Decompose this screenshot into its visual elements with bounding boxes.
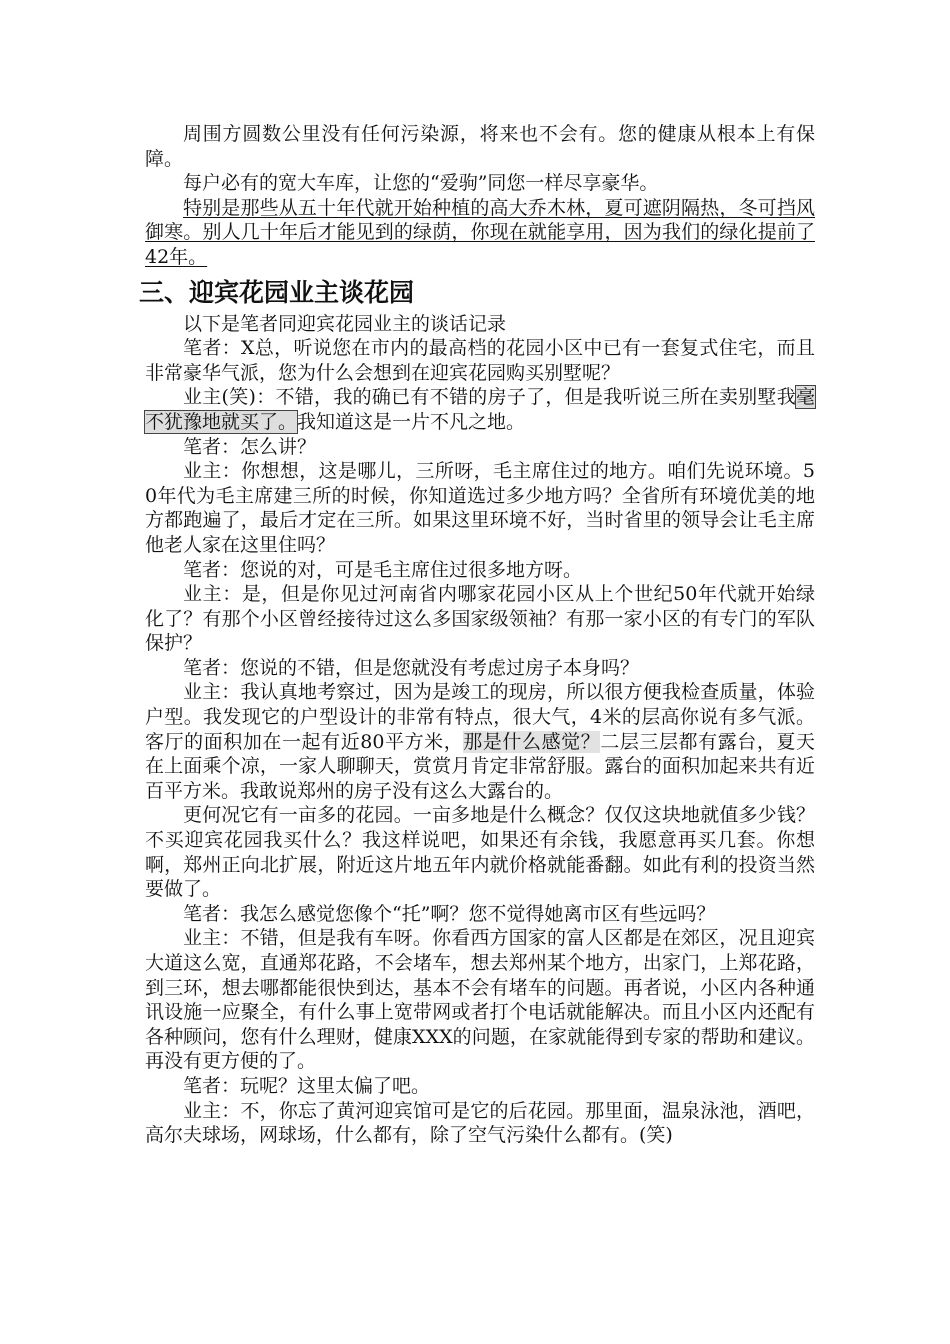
paragraph-greening [145,196,815,270]
document-page [139,122,815,1148]
dialogue-paragraph-11: 业主：不错，但是我有车呀。你看西方国家的富人区都是在郊区，况且迎宾大道这么宽，直通郑花路，不会堵车，想去郑州某个地方，出家门，上郑花路，到三环，想去哪都能很快到达，基本不会有堵车的问题。再者说，小区内各种通讯设施一应聚全，有什么事上宽带网或者打个电话就能解决。而且小区内还配有各种顾问，您有什么理财，健康XXX的问题，在家就能得到专家的帮助和建议。再没有更方便的了。 [145,927,815,1073]
dialogue-text: 我知道这是一片不凡之地。 [297,410,526,433]
dialogue-paragraph-3: 笔者：怎么讲？ [183,435,317,458]
underlined-text: 特别是那些从五十年代就开始种植的高大乔木林，夏可遮阴隔热，冬可挡风御寒。别人几十年后才能见到的绿荫，你现在就能享用，因为我们的绿化提前了42年。 [145,196,815,268]
paragraph-environment: 周围方圆数公里没有任何污染源，将来也不会有。您的健康从根本上有保障。 [145,123,815,170]
dialogue-paragraph-1: 笔者：X总，听说您在市内的最高档的花园小区中已有一套复式住宅，而且非常豪华气派，您为什么会想到在迎宾花园购买别墅呢？ [145,337,815,384]
dialogue-text: 业主：我认真地考察过，因为是竣工的现房，所以很方便我检查质量，体验户型。我发现它的户型设计的非常有特点，很大气，4米的层高你说有多气派。客厅的面积加在一起有近80平方米， [145,681,815,753]
dialogue-paragraph-5: 笔者：您说的对，可是毛主席住过很多地方呀。 [183,558,583,581]
highlighted-text-box: 毫不犹豫地就买了。 [145,386,815,433]
dialogue-paragraph-8 [145,680,815,803]
dialogue-text: 业主(笑)：不错，我的确已有不错的房子了，但是我听说三所在卖别墅我 [183,386,796,409]
dialogue-paragraph-13: 业主：不，你忘了黄河迎宾馆可是它的后花园。那里面，温泉泳池，酒吧，高尔夫球场，网球场，什么都有，除了空气污染什么都有。(笑) [145,1099,815,1147]
dialogue-text: 二层三层都有露台，夏天在上面乘个凉，一家人聊聊天，赏赏月肯定非常舒服。露台的面积加起来共有近百平方米。我敢说郑州的房子没有这么大露台的。 [145,730,815,802]
dialogue-paragraph-10: 笔者：我怎么感觉您像个“托”啊？您不觉得她离市区有些远吗？ [183,902,716,925]
dialogue-paragraph-6: 业主：是，但是你见过河南省内哪家花园小区从上个世纪50年代就开始绿化了？有那个小区曾经接待过这么多国家级领袖？有那一家小区的有专门的军队保护？ [145,583,815,655]
highlighted-text: 那是什么感觉？ [463,730,601,753]
dialogue-paragraph-12: 笔者：玩呢？这里太偏了吧。 [183,1074,431,1097]
dialogue-paragraph-7: 笔者：您说的不错，但是您就没有考虑过房子本身吗？ [183,656,640,679]
section-heading: 三、迎宾花园业主谈花园 [139,277,415,307]
paragraph-lead: 以下是笔者同迎宾花园业主的谈话记录 [183,312,507,335]
dialogue-paragraph-9: 更何况它有一亩多的花园。一亩多地是什么概念？仅仅这块地就值多少钱？不买迎宾花园我买什么？我这样说吧，如果还有余钱，我愿意再买几套。你想啊，郑州正向北扩展，附近这片地五年内就价格就能番翻。如此有利的投资当然要做了。 [145,804,815,901]
dialogue-paragraph-2 [145,385,815,434]
dialogue-paragraph-4: 业主：你想想，这是哪儿，三所呀，毛主席住过的地方。咱们先说环境。50年代为毛主席建三所的时候，你知道选过多少地方吗？全省所有环境优美的地方都跑遍了，最后才定在三所。如果这里环境不好，当时省里的领导会让毛主席他老人家在这里住吗？ [145,460,815,556]
paragraph-garage: 每户必有的宽大车库，让您的“爱驹”同您一样尽享豪华。 [183,172,659,195]
